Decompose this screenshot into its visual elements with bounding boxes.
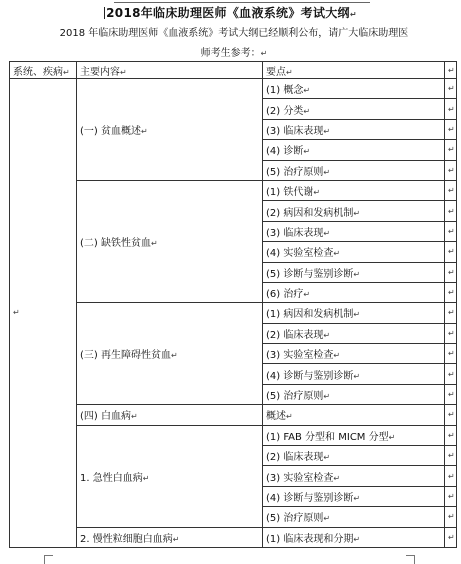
row-end-cell xyxy=(445,384,457,404)
row-end-mark: ↵ xyxy=(448,288,455,298)
row-end-cell xyxy=(445,486,457,506)
row-end-mark: ↵ xyxy=(448,532,455,542)
point-cell[interactable] xyxy=(263,140,445,160)
point-label: (5) 诊断与鉴别诊断 xyxy=(266,268,354,280)
point-label: (4) 实验室检查 xyxy=(266,248,334,260)
point-cell[interactable] xyxy=(263,303,445,323)
paragraph-mark: ↵ xyxy=(349,10,357,19)
cell-mark: ↵ xyxy=(333,351,341,361)
point-cell[interactable] xyxy=(263,262,445,282)
row-end-mark: ↵ xyxy=(448,328,455,338)
point-cell[interactable] xyxy=(263,507,445,527)
point-label: (4) 诊断 xyxy=(266,146,304,158)
table-row xyxy=(10,303,457,323)
point-cell[interactable] xyxy=(263,242,445,262)
cell-mark: ↵ xyxy=(286,412,293,422)
cell-mark: ↵ xyxy=(388,432,396,442)
cell-mark: ↵ xyxy=(333,473,341,483)
syllabus-table-body xyxy=(10,62,457,548)
point-label: (1) 临床表现和分期 xyxy=(266,533,354,545)
row-end-cell xyxy=(445,201,457,221)
cell-mark: ↵ xyxy=(303,290,311,300)
row-end-mark: ↵ xyxy=(448,512,455,522)
content-label: (三) 再生障碍性贫血 xyxy=(80,350,171,362)
row-end-cell xyxy=(445,527,457,547)
point-cell[interactable] xyxy=(263,425,445,445)
point-cell[interactable] xyxy=(263,384,445,404)
row-end-mark: ↵ xyxy=(448,430,455,440)
row-end-cell xyxy=(445,466,457,486)
intro-text: 2018 年临床助理医师《血液系统》考试大纲已经顺利公布，请广大临床助理医师考生参考： xyxy=(59,28,409,59)
row-end-mark: ↵ xyxy=(448,247,455,257)
header-cell-points[interactable] xyxy=(263,62,445,79)
point-cell[interactable] xyxy=(263,99,445,119)
table-row xyxy=(10,79,457,99)
point-cell[interactable] xyxy=(263,344,445,364)
row-end-mark: ↵ xyxy=(448,84,455,94)
row-end-mark: ↵ xyxy=(448,145,455,155)
row-end-cell xyxy=(445,242,457,262)
point-label: (3) 临床表现 xyxy=(266,125,324,137)
table-row xyxy=(10,405,457,425)
content-label: 2. 慢性粒细胞白血病 xyxy=(80,533,173,545)
point-cell[interactable] xyxy=(263,160,445,180)
row-end-cell xyxy=(445,99,457,119)
row-end-cell xyxy=(445,446,457,466)
cell-mark: ↵ xyxy=(170,351,178,361)
content-label: (四) 白血病 xyxy=(80,411,131,423)
row-end-cell xyxy=(445,119,457,139)
row-end-cell xyxy=(445,344,457,364)
content-cell[interactable] xyxy=(77,180,263,302)
point-cell[interactable] xyxy=(263,486,445,506)
paragraph-mark: ↵ xyxy=(260,49,268,58)
cell-mark: ↵ xyxy=(353,371,361,381)
cell-mark: ↵ xyxy=(353,494,361,503)
cell-mark: ↵ xyxy=(353,310,361,320)
point-cell[interactable] xyxy=(263,364,445,384)
row-end-cell xyxy=(445,79,457,99)
row-end-mark: ↵ xyxy=(448,165,455,175)
content-label: 1. 急性白血病 xyxy=(80,472,143,484)
row-end-mark: ↵ xyxy=(448,492,455,501)
content-label: (一) 贫血概述 xyxy=(80,125,141,137)
cell-mark: ↵ xyxy=(333,249,341,259)
row-end-cell xyxy=(445,323,457,343)
row-end-mark: ↵ xyxy=(448,369,455,379)
cell-mark: ↵ xyxy=(313,188,321,198)
cell-mark: ↵ xyxy=(286,67,293,77)
text-cursor xyxy=(104,7,105,19)
header-rule xyxy=(114,2,370,3)
point-label: (1) 病因和发病机制 xyxy=(266,309,354,321)
point-label: (4) 诊断与鉴别诊断 xyxy=(266,493,354,504)
cell-mark: ↵ xyxy=(172,534,180,544)
document-title xyxy=(0,4,461,21)
row-end-mark: ↵ xyxy=(448,104,455,114)
row-end-mark: ↵ xyxy=(448,451,455,461)
row-end-cell xyxy=(445,262,457,282)
table-row xyxy=(10,180,457,200)
header-label: 主要内容 xyxy=(80,66,120,78)
row-end-cell xyxy=(445,425,457,445)
cell-mark: ↵ xyxy=(353,534,361,544)
content-cell[interactable] xyxy=(77,425,263,527)
header-label: 系统、疾病 xyxy=(13,66,63,78)
point-cell[interactable] xyxy=(263,201,445,221)
content-cell[interactable] xyxy=(77,527,263,547)
header-cell-system[interactable] xyxy=(10,62,77,79)
point-label: (3) 实验室检查 xyxy=(266,472,334,484)
cell-mark: ↵ xyxy=(150,239,158,249)
row-end-cell xyxy=(445,62,457,79)
header-cell-content[interactable] xyxy=(77,62,263,79)
table-header-row xyxy=(10,62,457,79)
point-label: (5) 治疗原则 xyxy=(266,513,324,525)
point-label: (2) 分类 xyxy=(266,105,304,117)
point-label: 概述 xyxy=(266,411,286,423)
row-end-cell xyxy=(445,160,457,180)
point-cell[interactable] xyxy=(263,323,445,343)
point-cell[interactable] xyxy=(263,180,445,200)
cell-mark: ↵ xyxy=(303,86,311,96)
row-end-cell xyxy=(445,282,457,302)
cell-mark: ↵ xyxy=(323,392,331,402)
row-end-cell xyxy=(445,140,457,160)
row-end-mark: ↵ xyxy=(448,410,455,420)
cell-mark: ↵ xyxy=(323,167,331,177)
row-end-cell xyxy=(445,507,457,527)
row-end-mark: ↵ xyxy=(448,124,455,134)
row-end-mark: ↵ xyxy=(448,349,455,359)
intro-paragraph xyxy=(56,24,412,64)
point-label: (3) 实验室检查 xyxy=(266,350,334,362)
row-end-mark: ↵ xyxy=(448,390,455,400)
point-label: (1) 概念 xyxy=(266,85,304,97)
cell-mark: ↵ xyxy=(323,330,331,340)
point-label: (5) 治疗原则 xyxy=(266,391,324,403)
cell-mark: ↵ xyxy=(323,514,331,524)
row-end-mark: ↵ xyxy=(448,226,455,236)
row-end-mark: ↵ xyxy=(448,267,455,277)
content-cell[interactable] xyxy=(77,405,263,425)
point-label: (2) 临床表现 xyxy=(266,452,324,464)
cell-mark: ↵ xyxy=(63,67,70,77)
point-cell[interactable] xyxy=(263,221,445,241)
cell-mark: ↵ xyxy=(303,147,311,157)
row-end-mark: ↵ xyxy=(448,65,455,75)
row-end-mark: ↵ xyxy=(448,206,455,216)
cell-mark: ↵ xyxy=(323,453,331,463)
row-end-mark: ↵ xyxy=(448,308,455,318)
point-label: (4) 诊断与鉴别诊断 xyxy=(266,370,354,382)
point-label: (5) 治疗原则 xyxy=(266,166,324,178)
cell-mark: ↵ xyxy=(323,126,331,136)
point-label: (3) 临床表现 xyxy=(266,227,324,239)
cell-mark: ↵ xyxy=(13,308,20,318)
table-row xyxy=(10,527,457,547)
syllabus-table xyxy=(9,61,457,548)
point-cell[interactable] xyxy=(263,446,445,466)
row-end-cell xyxy=(445,221,457,241)
point-cell[interactable] xyxy=(263,119,445,139)
cell-mark: ↵ xyxy=(303,106,311,116)
table-row xyxy=(10,425,457,445)
row-end-mark: ↵ xyxy=(448,186,455,196)
row-end-cell xyxy=(445,364,457,384)
point-cell[interactable] xyxy=(263,405,445,425)
cell-mark: ↵ xyxy=(323,228,331,238)
cell-mark: ↵ xyxy=(353,269,361,279)
point-cell[interactable] xyxy=(263,282,445,302)
point-label: (1) FAB 分型和 MICM 分型 xyxy=(266,431,389,443)
point-cell[interactable] xyxy=(263,527,445,547)
system-cell[interactable] xyxy=(10,79,77,548)
content-cell[interactable] xyxy=(77,79,263,181)
cell-mark: ↵ xyxy=(130,412,138,422)
point-cell[interactable] xyxy=(263,466,445,486)
point-label: (2) 病因和发病机制 xyxy=(266,207,354,219)
cell-mark: ↵ xyxy=(120,67,127,77)
point-label: (1) 铁代谢 xyxy=(266,187,314,199)
point-label: (2) 临床表现 xyxy=(266,329,324,341)
row-end-cell xyxy=(445,303,457,323)
content-label: (二) 缺铁性贫血 xyxy=(80,238,151,250)
row-end-mark: ↵ xyxy=(448,471,455,481)
cell-mark: ↵ xyxy=(142,473,150,483)
point-label: (6) 治疗 xyxy=(266,289,304,301)
content-cell[interactable] xyxy=(77,303,263,405)
cell-mark: ↵ xyxy=(353,208,361,218)
point-cell[interactable] xyxy=(263,79,445,99)
header-label: 要点 xyxy=(266,66,286,78)
row-end-cell xyxy=(445,180,457,200)
document-title-text: 2018年临床助理医师《血液系统》考试大纲 xyxy=(106,6,350,20)
row-end-cell xyxy=(445,405,457,425)
cell-mark: ↵ xyxy=(140,126,148,136)
